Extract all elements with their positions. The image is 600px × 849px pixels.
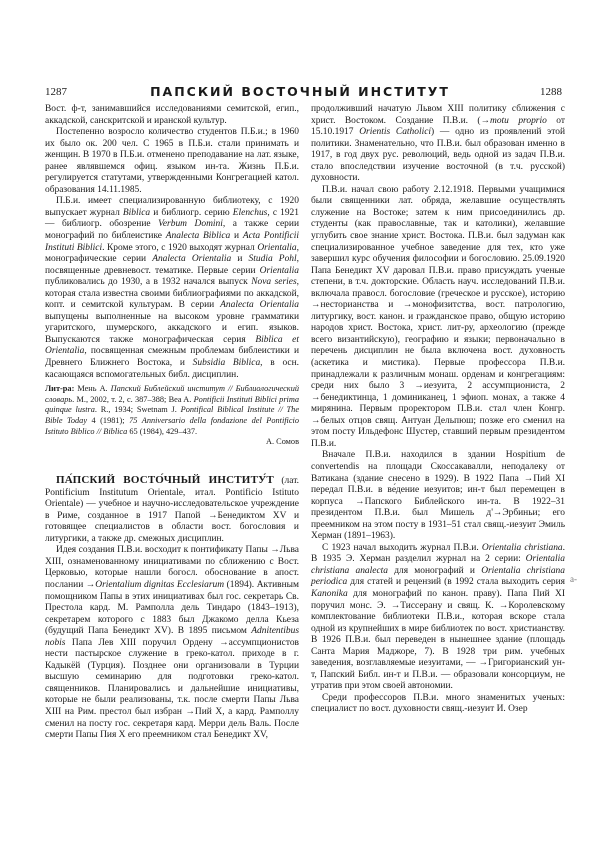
italic-title: Orientalia christiana periodica xyxy=(311,565,565,588)
italic-title: Orientalia christiana xyxy=(481,542,563,553)
text-run: для статей и рецензий (в 1992 стала выходить серия xyxy=(347,577,565,588)
italic-title: Elenchus xyxy=(232,207,268,218)
text-run: С 1923 начал выходить журнал П.В.и. xyxy=(322,542,482,553)
text-run: П.Б.и. имеет специализированную библиотеку, с 1920 выпускает журнал xyxy=(45,196,299,218)
text-run: Среди профессоров П.В.и. много знаменитых ученых: специалист по вост. духовности свящ.-иезуит И. Озер xyxy=(311,692,565,715)
italic-title: Studia Pohl xyxy=(248,254,297,265)
text-run: , которая стала известна своими библиографиями по аккадской, копт. и семитской культурам. В серии xyxy=(45,277,299,311)
italic-title: Analecta Biblica xyxy=(165,231,231,242)
text-run: . R., 1934; Swetnam J. xyxy=(94,405,181,415)
page-number-left: 1287 xyxy=(45,86,67,98)
entry-lead-paragraph xyxy=(45,475,299,545)
italic-title: Biblica et Orientalia xyxy=(45,334,299,357)
italic-title: 75 Anniversario della fondazione del Pontificio Istituto Biblico // Biblica xyxy=(45,415,299,436)
italic-title: motu proprio xyxy=(490,115,547,126)
text-run: и библиогр. серию xyxy=(150,207,233,218)
italic-title: Orientalia xyxy=(257,242,297,253)
text-run: публиковались до 1930, а в 1932 начался выпуск xyxy=(45,277,252,288)
italic-title: Acta Pontificii Instituti Biblici xyxy=(45,231,299,253)
italic-title: Analecta Orientalia xyxy=(220,300,299,311)
text-run: 4 (1981); xyxy=(87,415,130,425)
text-run: , с 1921 — библиогр. обозрение xyxy=(45,207,299,230)
author-signature xyxy=(45,437,299,447)
italic-title: Orientalia christiana analecta xyxy=(311,554,565,576)
text-run: , а также серии монографий по библеистике xyxy=(45,219,299,242)
italic-title: Biblica xyxy=(122,207,151,218)
right-column xyxy=(311,104,565,716)
italic-title: Orientalia xyxy=(259,265,299,276)
text-run: Вост. ф-т, занимавшийся исследованиями семитской, егип., аккадской, санскритской и иранской культур. xyxy=(45,104,299,126)
italic-title: Orientis Catholici xyxy=(359,127,432,138)
italic-title: Pontifical Biblical Institute // The Bible Today xyxy=(45,405,299,425)
text-run: , посвященная смежным проблемам библеистики и Древнего Ближнего Востока, и xyxy=(45,346,299,369)
text-run: , монографические серии xyxy=(45,242,299,265)
paragraph xyxy=(45,104,299,127)
text-run: 65 (1984), 429–437. xyxy=(127,426,198,436)
paragraph xyxy=(45,127,299,196)
paragraph xyxy=(311,104,565,185)
bibliography xyxy=(45,384,299,437)
text-run: продолживший начатую Львом XIII политику сближения с христ. Востоком. Создание П.В.и. (→ xyxy=(311,104,565,126)
italic-title: Orientalium dignitas Ecclesiarum xyxy=(95,580,225,591)
text-run: ) — одно из проявлений этой политики. Знаменательно, что П.В.и. был образован именно в 1917, в год двух рус. революций, ведь одной из задач П.В.и. стало впоследствии изучение восточной (в т.ч. русской) духовности. xyxy=(311,127,565,184)
paragraph xyxy=(45,545,299,741)
entry-headword: ПА́ПСКИЙ ВОСТО́ЧНЫЙ ИНСТИТУ́Т xyxy=(56,474,274,487)
italic-title: Verbum Domini xyxy=(158,219,223,230)
text-run: Вначале П.В.и. находился в здании Hospitium de convertendis на площади Скоссакавалли, неподалеку от Ватикана (здание снесено в 1929). В 1922 Папа →Пий XI передал П.В.и. в ве́дение иезуитов; ин-т был перемещен в корпуса →Папского Библейского ин-та. В 1922–31 президентом П.В.и. был Мишель д'→Эрбиньи; его преемником на этом посту в 1931–51 стал свящ.-иезуит Эмиль Херман (1891–1963). xyxy=(311,450,565,542)
text-run: для монографий по канон. праву). Папа Пий XI поручил монс. Э. →Тиссерану и свящ. К. →Королевскому комплектование библиотеки П.В.и., которая вскоре стала одной из крупнейших в мире библиотек по вост. христианству. В 1926 П.В.и. был переведен в нынешнее здание (площадь Санта Мария Маджоре, 7). В 1928 три рим. учебных заведения, возглавляемые иезуитами, — →Григорианский ун-т, Папский Библ. ин-т и П.В.и. — образовали консорциум, не утратив при этом своей автономии. xyxy=(311,588,565,692)
text-run: А. Сомов xyxy=(266,437,299,447)
bibliography-label: Лит-ра: xyxy=(45,384,75,394)
text-run: от 15.10.1917 xyxy=(311,115,565,138)
text-run: Папа Лев XIII поручил Ордену →ассумпционистов нести пастырское служение в греко-катол. приходе в г. Кадыкёй (Турция). Позднее они организовали в Турции высшую семинарию для подготовки греко-катол. священников. Планировались и дальнейшие инициативы, которые не были реализованы, т.к. после смерти Папы Льва XIII на Рим. престол был избран →Пий X, а кард. Рамполлу сменил на посту гос. секретаря кард. Мерри дель Валь. После смерти Папы Пия X его преемником стал Бенедикт XV, xyxy=(45,637,299,741)
text-run: для монографий и xyxy=(387,565,482,576)
paragraph xyxy=(45,196,299,381)
text-run: Мень А. xyxy=(74,384,111,394)
italic-title: Kanonika xyxy=(311,588,348,599)
text-run: Идея создания П.В.и. восходит к понтификату Папы →Льва XIII, ознаменованному инициативами по сближению с Вост. Церковью, которые нашли богосл. обоснование в апост. послании → xyxy=(45,545,299,591)
text-run: (1894). Активным помощником Папы в этих инициативах был гос. секретарь Св. Престола кард. М. Рамполла дель Тиндаро (1843–1913), секретарем которого с 1883 был Джакомо делла Кьеза (будущий Папа Бенедикт XV). В 1895 письмом xyxy=(45,580,299,637)
italic-title: Adnitentibus nobis xyxy=(45,626,299,648)
italic-title: Папский Библейский институт // Библиологический словарь xyxy=(45,384,299,404)
paragraph xyxy=(311,543,565,693)
italic-title: Analecta Orientalia xyxy=(152,254,232,265)
text-run: П.В.и. начал свою работу 2.12.1918. Первыми учащимися были священники лат. обряда, желавшие осуществлять служение на Востоке; затем к ним присоединились др. студенты (как православные, так и католики), желавшие углубить свое знание христ. Востока. П.В.и. был задуман как специализированное учебное заведение для тех, кто уже завершил курс обучения философии и богословию. 25.09.1920 Папа Бенедикт XV даровал П.В.и. право присуждать ученые степени, в т.ч. докторские. Область науч. исследований П.В.и. включала правосл. богословие (греческое и русское), историю →несторианства и →монофизитства, вост. патрологию, литургику, вост. канон. и гражданское право, общую историю народов христ. Востока, христ. лит-ру, археологию (прежде всего византийскую), географию и языки; первоначально в перечень дисциплин не была включена вост. духовность (аскетика и мистика). Первые профессора П.В.и. принадлежали к различным монаш. орденам и конгрегациям: среди них было 3 →иезуита, 2 ассумпциониста, 2 →бенедиктинца, 1 доминиканец, 1 эфиоп. монах, а также 4 мирянина. Первым проректором П.В.и. стал член Конгр. →белых отцов свящ. Антуан Дельпюш; позже его сменил на этом посту Ильдефонс Шустер, ставший первым президентом П.В.и. xyxy=(311,184,565,449)
text-run: . В 1935 Э. Херман разделил журнал на 2 серии: xyxy=(311,542,565,565)
left-column xyxy=(45,104,299,742)
italic-title: Nova series xyxy=(251,277,297,288)
text-run: (лат. Pontificium Institutum Orientale, итал. Pontificio Istituto Orientale) — учебное и научно-исследовательское учреждение в Риме, созданное в 1917 Папой →Бенедиктом XV и готовящее специалистов в области вост. богословия и литургики, а также др. смежных дисциплин. xyxy=(45,476,299,544)
text-run: Постепенно возросло количество студентов П.Б.и.; в 1960 их было ок. 200 чел. С 1965 в П.Б.и. стали принимать и женщин. В 1970 в П.Б.и. отменено преподавание на лат. языке, ранее являвшемся офиц. языком ин-та. Жизнь П.Б.и. регулируется статутами, утвержденными Конгрегацией катол. образования 14.11.1985. xyxy=(45,127,299,195)
italic-title: Pontificii Instituti Biblici prima quinque lustra xyxy=(45,394,299,415)
italic-title: Subsidia Biblica xyxy=(192,358,261,369)
text-run: . Кроме этого, с 1920 выходят журнал xyxy=(102,242,258,253)
page-number-right: 1288 xyxy=(540,86,562,98)
paragraph xyxy=(311,450,565,542)
text-run: . М., 2002, т. 2, с. 387–388; Bea A. xyxy=(72,394,194,404)
paragraph xyxy=(311,185,565,451)
running-title: ПАПСКИЙ ВОСТОЧНЫЙ ИНСТИТУТ xyxy=(150,84,450,99)
text-run: выпущены выполненные на высоком уровне грамматики угаритского, шумерского, аккадского и егип. языков. Выпускаются также монографическая серия xyxy=(45,311,299,345)
text-run: и xyxy=(230,231,243,242)
margin-mark: а- xyxy=(570,574,577,584)
paragraph xyxy=(311,693,565,716)
text-run: , в осн. касающаяся вспомогательных библ. дисциплин. xyxy=(45,358,299,380)
text-run: и xyxy=(231,254,249,265)
text-run: , посвященные древневост. тематике. Первые серии xyxy=(45,254,299,276)
